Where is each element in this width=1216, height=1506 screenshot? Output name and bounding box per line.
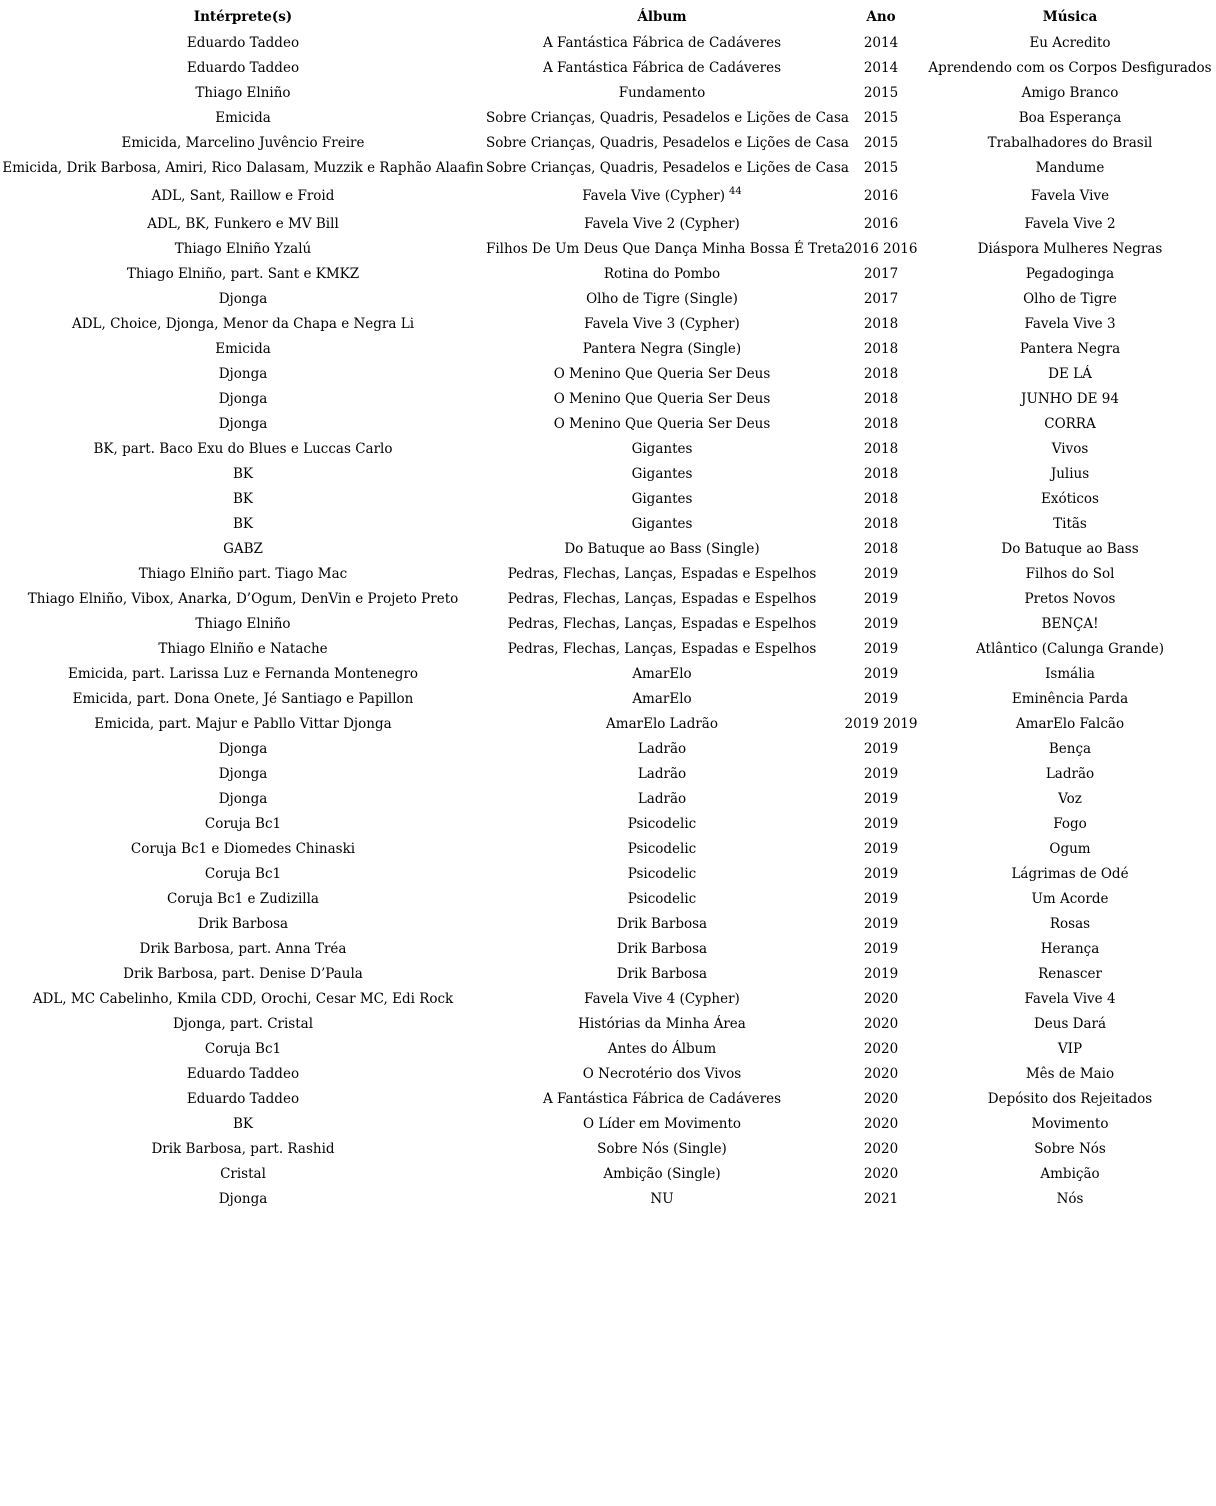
table-body [0,30,1216,1211]
cell-artist: Djonga [218,1190,268,1207]
cell-artist: Djonga [218,740,268,757]
cell-year: 2014 [863,34,899,51]
cell-song: Favela Vive 4 [1024,990,1116,1007]
album-title: Rotina do Pombo [603,265,721,282]
table-row [0,1111,1216,1136]
cell-album [486,961,838,986]
cell-album [486,1161,838,1186]
cell-artist: Drik Barbosa, part. Rashid [151,1140,335,1157]
album-title: Fundamento [618,84,706,101]
cell-song: Ladrão [1045,765,1095,782]
cell-artist: Cristal [220,1165,266,1182]
table-row [0,561,1216,586]
cell-artist: Drik Barbosa, part. Anna Tréa [139,940,347,957]
album-title: AmarElo [632,690,692,707]
cell-year: 2015 [863,159,899,176]
cell-album [486,511,838,536]
cell-artist: ADL, BK, Funkero e MV Bill [147,215,339,232]
album-title: Sobre Nós (Single) [597,1140,727,1157]
album-title: Psicodelic [627,815,697,832]
album-title: Drik Barbosa [616,965,708,982]
cell-album [486,155,849,180]
cell-year: 2019 [863,590,899,607]
album-title: O Necrotério dos Vivos [582,1065,742,1082]
album-title: Favela Vive 3 (Cypher) [584,315,740,332]
cell-album [486,261,838,286]
cell-song: Lágrimas de Odé [1011,865,1129,882]
cell-song: Julius [1050,465,1090,482]
cell-artist: GABZ [223,540,263,557]
cell-album [486,180,838,211]
cell-year: 2019 [863,640,899,657]
cell-year: 2020 [863,1140,899,1157]
cell-album [486,130,849,155]
cell-song: CORRA [1044,415,1096,432]
cell-artist: Thiago Elniño Yzalú [174,240,312,257]
cell-song: Aprendendo com os Corpos Desfigurados [928,59,1212,76]
cell-song: Ogum [1049,840,1091,857]
cell-album [486,586,838,611]
cell-song: Filhos do Sol [1025,565,1115,582]
cell-song: Herança [1040,940,1100,957]
cell-song: Depósito dos Rejeitados [987,1090,1153,1107]
cell-song: Eminência Parda [1011,690,1129,707]
cell-song: DE LÁ [1048,365,1092,382]
album-title: NU [650,1190,674,1207]
cell-artist: Emicida, Marcelino Juvêncio Freire [121,134,365,151]
album-title: Gigantes [631,490,693,507]
album-title: Pedras, Flechas, Lanças, Espadas e Espelhos [507,615,817,632]
table-row [0,786,1216,811]
cell-song: Pegadoginga [1025,265,1115,282]
cell-album [486,1136,838,1161]
cell-album [486,1111,838,1136]
album-title: Histórias da Minha Área [578,1015,746,1032]
cell-year: 2018 [863,540,899,557]
table-row [0,661,1216,686]
cell-artist: Drik Barbosa, part. Denise D’Paula [123,965,363,982]
cell-year: 2016 2016 [844,240,918,257]
cell-year: 2018 [863,340,899,357]
cell-artist: Thiago Elniño, Vibox, Anarka, D’Ogum, DenVin e Projeto Preto [27,590,459,607]
cell-artist: Thiago Elniño e Natache [158,640,328,657]
cell-album [486,1011,838,1036]
table-row [0,55,1216,80]
cell-song: Pantera Negra [1019,340,1121,357]
cell-year: 2018 [863,515,899,532]
table-row [0,1036,1216,1061]
cell-year: 2018 [863,465,899,482]
cell-artist: Emicida, part. Larissa Luz e Fernanda Montenegro [67,665,419,682]
column-header-album: Álbum [637,8,687,25]
cell-artist: BK [232,490,253,507]
cell-artist: Emicida, part. Dona Onete, Jé Santiago e Papillon [72,690,414,707]
table-header [0,3,1216,30]
album-title: Ladrão [637,765,687,782]
table-row [0,686,1216,711]
cell-artist: Eduardo Taddeo [186,59,300,76]
cell-song: Bença [1048,740,1092,757]
album-title: Olho de Tigre (Single) [586,290,738,307]
table-row [0,411,1216,436]
cell-artist: Thiago Elniño [195,615,291,632]
album-title: Sobre Crianças, Quadris, Pesadelos e Lições de Casa [486,109,849,126]
cell-album [486,911,838,936]
table-row [0,511,1216,536]
cell-song: Deus Dará [1033,1015,1107,1032]
cell-artist: Djonga [218,365,268,382]
table-row [0,30,1216,55]
album-title: A Fantástica Fábrica de Cadáveres [542,59,782,76]
column-header-musica: Música [1042,8,1098,25]
cell-album [486,80,838,105]
cell-year: 2019 [863,815,899,832]
cell-artist: Djonga [218,390,268,407]
column-header-interpretes: Intérprete(s) [193,8,293,25]
cell-year: 2019 [863,915,899,932]
cell-year: 2015 [863,134,899,151]
cell-artist: BK, part. Baco Exu do Blues e Luccas Carlo [93,440,393,457]
cell-artist: Emicida, Drik Barbosa, Amiri, Rico Dalasam, Muzzik e Raphão Alaafin [2,159,484,176]
songs-table [0,3,1216,1211]
cell-artist: ADL, Sant, Raillow e Froid [151,187,335,204]
album-title: Psicodelic [627,840,697,857]
table-row [0,286,1216,311]
cell-artist: Eduardo Taddeo [186,34,300,51]
cell-artist: Djonga [218,290,268,307]
cell-album [486,836,838,861]
cell-album [486,811,838,836]
album-title: Favela Vive 4 (Cypher) [584,990,740,1007]
cell-album [486,461,838,486]
cell-album [486,436,838,461]
album-title: Sobre Crianças, Quadris, Pesadelos e Lições de Casa [486,134,849,151]
album-title: O Menino Que Queria Ser Deus [553,415,771,432]
table-row [0,986,1216,1011]
cell-year: 2020 [863,1090,899,1107]
cell-song: Olho de Tigre [1023,290,1117,307]
album-title: Sobre Crianças, Quadris, Pesadelos e Lições de Casa [486,159,849,176]
cell-artist: Emicida [215,109,271,126]
album-title: Pedras, Flechas, Lanças, Espadas e Espelhos [507,640,817,657]
cell-artist: Emicida [215,340,271,357]
cell-song: Mês de Maio [1025,1065,1115,1082]
cell-song: Exóticos [1041,490,1099,507]
cell-song: Um Acorde [1031,890,1109,907]
cell-year: 2018 [863,490,899,507]
cell-year: 2017 [863,265,899,282]
table-row [0,911,1216,936]
album-title: Antes do Álbum [607,1040,717,1057]
cell-year: 2016 [863,215,899,232]
cell-album [486,105,849,130]
cell-artist: Drik Barbosa [197,915,289,932]
cell-year: 2019 [863,865,899,882]
cell-year: 2014 [863,59,899,76]
cell-song: Voz [1058,790,1082,807]
cell-artist: Djonga, part. Cristal [172,1015,314,1032]
cell-year: 2019 [863,790,899,807]
cell-song: Amigo Branco [1021,84,1119,101]
cell-song: VIP [1057,1040,1083,1057]
cell-album [486,736,838,761]
table-row [0,611,1216,636]
table-row [0,536,1216,561]
table-row [0,311,1216,336]
cell-year: 2020 [863,1015,899,1032]
cell-artist: Thiago Elniño, part. Sant e KMKZ [126,265,360,282]
cell-album [486,411,838,436]
table-row [0,1086,1216,1111]
cell-year: 2018 [863,365,899,382]
cell-year: 2020 [863,1065,899,1082]
table-row [0,261,1216,286]
cell-song: Favela Vive [1030,187,1110,204]
table-row [0,936,1216,961]
cell-artist: Djonga [218,790,268,807]
table-row [0,436,1216,461]
album-title: O Menino Que Queria Ser Deus [553,390,771,407]
cell-artist: Eduardo Taddeo [186,1065,300,1082]
cell-song: Vivos [1051,440,1089,457]
cell-year: 2018 [863,415,899,432]
cell-song: Do Batuque ao Bass [1001,540,1139,557]
cell-artist: Thiago Elniño part. Tiago Mac [138,565,348,582]
cell-artist: Coruja Bc1 e Zudizilla [167,890,319,907]
table-row [0,211,1216,236]
album-title: Ladrão [637,790,687,807]
cell-song: Pretos Novos [1024,590,1116,607]
album-title: Psicodelic [627,865,697,882]
footnote-reference: 44 [729,186,742,197]
album-title: Drik Barbosa [616,940,708,957]
cell-year: 2021 [863,1190,899,1207]
cell-song: Mandume [1035,159,1105,176]
cell-album [486,1186,838,1211]
album-title: Favela Vive 2 (Cypher) [584,215,740,232]
cell-artist: Eduardo Taddeo [186,1090,300,1107]
cell-year: 2016 [863,187,899,204]
cell-year: 2020 [863,990,899,1007]
cell-song: Titãs [1053,515,1087,532]
cell-song: Sobre Nós [1034,1140,1106,1157]
cell-album [486,686,838,711]
cell-album [486,361,838,386]
cell-year: 2019 [863,615,899,632]
table-row [0,155,1216,180]
cell-album [486,536,838,561]
cell-artist: ADL, MC Cabelinho, Kmila CDD, Orochi, Cesar MC, Edi Rock [32,990,454,1007]
cell-song: Ambição [1040,1165,1100,1182]
table-row [0,361,1216,386]
cell-album [486,211,838,236]
album-title: AmarElo [632,665,692,682]
cell-album [486,486,838,511]
album-title: Filhos De Um Deus Que Dança Minha Bossa É Treta [486,240,846,257]
cell-year: 2019 [863,840,899,857]
cell-year: 2018 [863,440,899,457]
album-title: Gigantes [631,515,693,532]
cell-album [486,1036,838,1061]
album-title: A Fantástica Fábrica de Cadáveres [542,34,782,51]
album-title: Favela Vive (Cypher) [582,187,726,204]
column-header-ano: Ano [866,8,896,25]
cell-artist: Coruja Bc1 [204,815,282,832]
album-title: Gigantes [631,465,693,482]
cell-album [486,311,838,336]
table-row [0,236,1216,261]
table-row [0,1011,1216,1036]
cell-song: Favela Vive 3 [1024,315,1116,332]
cell-song: JUNHO DE 94 [1021,390,1119,407]
cell-album [486,386,838,411]
cell-album [486,761,838,786]
table-row [0,336,1216,361]
cell-album [486,786,838,811]
cell-song: BENÇA! [1041,615,1099,632]
cell-artist: Djonga [218,765,268,782]
cell-year: 2019 2019 [844,715,918,732]
cell-album [486,636,838,661]
album-title: Gigantes [631,440,693,457]
cell-album [486,30,838,55]
table-row [0,486,1216,511]
cell-album [486,986,838,1011]
cell-year: 2019 [863,765,899,782]
cell-album [486,861,838,886]
cell-song: Eu Acredito [1029,34,1111,51]
cell-artist: BK [232,465,253,482]
table-row [0,180,1216,211]
cell-album [486,611,838,636]
cell-song: Atlântico (Calunga Grande) [976,640,1164,657]
cell-song: AmarElo Falcão [1015,715,1125,732]
cell-year: 2019 [863,940,899,957]
cell-artist: Coruja Bc1 e Diomedes Chinaski [130,840,356,857]
cell-song: Nós [1056,1190,1084,1207]
album-title: Psicodelic [627,890,697,907]
album-title: Ambição (Single) [603,1165,721,1182]
table-row [0,130,1216,155]
cell-year: 2020 [863,1040,899,1057]
table-row [0,636,1216,661]
cell-year: 2019 [863,565,899,582]
cell-song: Trabalhadores do Brasil [987,134,1153,151]
cell-year: 2019 [863,890,899,907]
album-title: Drik Barbosa [616,915,708,932]
table-row [0,736,1216,761]
cell-song: Favela Vive 2 [1024,215,1116,232]
cell-artist: Thiago Elniño [195,84,291,101]
cell-year: 2019 [863,965,899,982]
cell-year: 2020 [863,1115,899,1132]
table-row [0,761,1216,786]
cell-album [486,286,838,311]
cell-year: 2018 [863,315,899,332]
cell-year: 2015 [863,109,899,126]
table-row [0,811,1216,836]
table-row [0,836,1216,861]
cell-artist: Coruja Bc1 [204,865,282,882]
cell-song: Diáspora Mulheres Negras [977,240,1163,257]
cell-album [486,661,838,686]
cell-artist: BK [232,1115,253,1132]
table-row [0,586,1216,611]
table-row [0,1186,1216,1211]
cell-year: 2019 [863,665,899,682]
table-row [0,1061,1216,1086]
cell-song: Movimento [1031,1115,1109,1132]
table-row [0,961,1216,986]
table-row [0,711,1216,736]
table-row [0,1161,1216,1186]
table-row [0,861,1216,886]
cell-artist: Djonga [218,415,268,432]
cell-song: Boa Esperança [1018,109,1122,126]
cell-album [486,886,838,911]
cell-album [486,711,838,736]
album-title: AmarElo Ladrão [606,715,718,732]
album-title: A Fantástica Fábrica de Cadáveres [542,1090,782,1107]
cell-album [486,561,838,586]
album-title: Pantera Negra (Single) [582,340,742,357]
header-row [0,3,1216,30]
cell-year: 2020 [863,1165,899,1182]
table-row [0,80,1216,105]
album-title: Pedras, Flechas, Lanças, Espadas e Espelhos [507,565,817,582]
cell-artist: Emicida, part. Majur e Pabllo Vittar Djonga [94,715,392,732]
cell-song: Fogo [1053,815,1087,832]
cell-artist: ADL, Choice, Djonga, Menor da Chapa e Negra Li [71,315,415,332]
cell-year: 2015 [863,84,899,101]
cell-artist: Coruja Bc1 [204,1040,282,1057]
table-row [0,886,1216,911]
cell-album [486,1086,838,1111]
cell-year: 2019 [863,690,899,707]
cell-song: Rosas [1049,915,1091,932]
table-row [0,461,1216,486]
table-row [0,105,1216,130]
cell-song: Ismália [1045,665,1095,682]
cell-year: 2018 [863,390,899,407]
album-title: Do Batuque ao Bass (Single) [564,540,760,557]
album-title: Pedras, Flechas, Lanças, Espadas e Espelhos [507,590,817,607]
cell-artist: BK [232,515,253,532]
cell-album [486,1061,838,1086]
cell-album [486,936,838,961]
table-row [0,386,1216,411]
cell-album [486,236,846,261]
album-title: O Menino Que Queria Ser Deus [553,365,771,382]
cell-year: 2019 [863,740,899,757]
cell-song: Renascer [1038,965,1102,982]
table-row [0,1136,1216,1161]
cell-year: 2017 [863,290,899,307]
cell-album [486,55,838,80]
cell-album [486,336,838,361]
album-title: Ladrão [637,740,687,757]
album-title: O Líder em Movimento [582,1115,742,1132]
